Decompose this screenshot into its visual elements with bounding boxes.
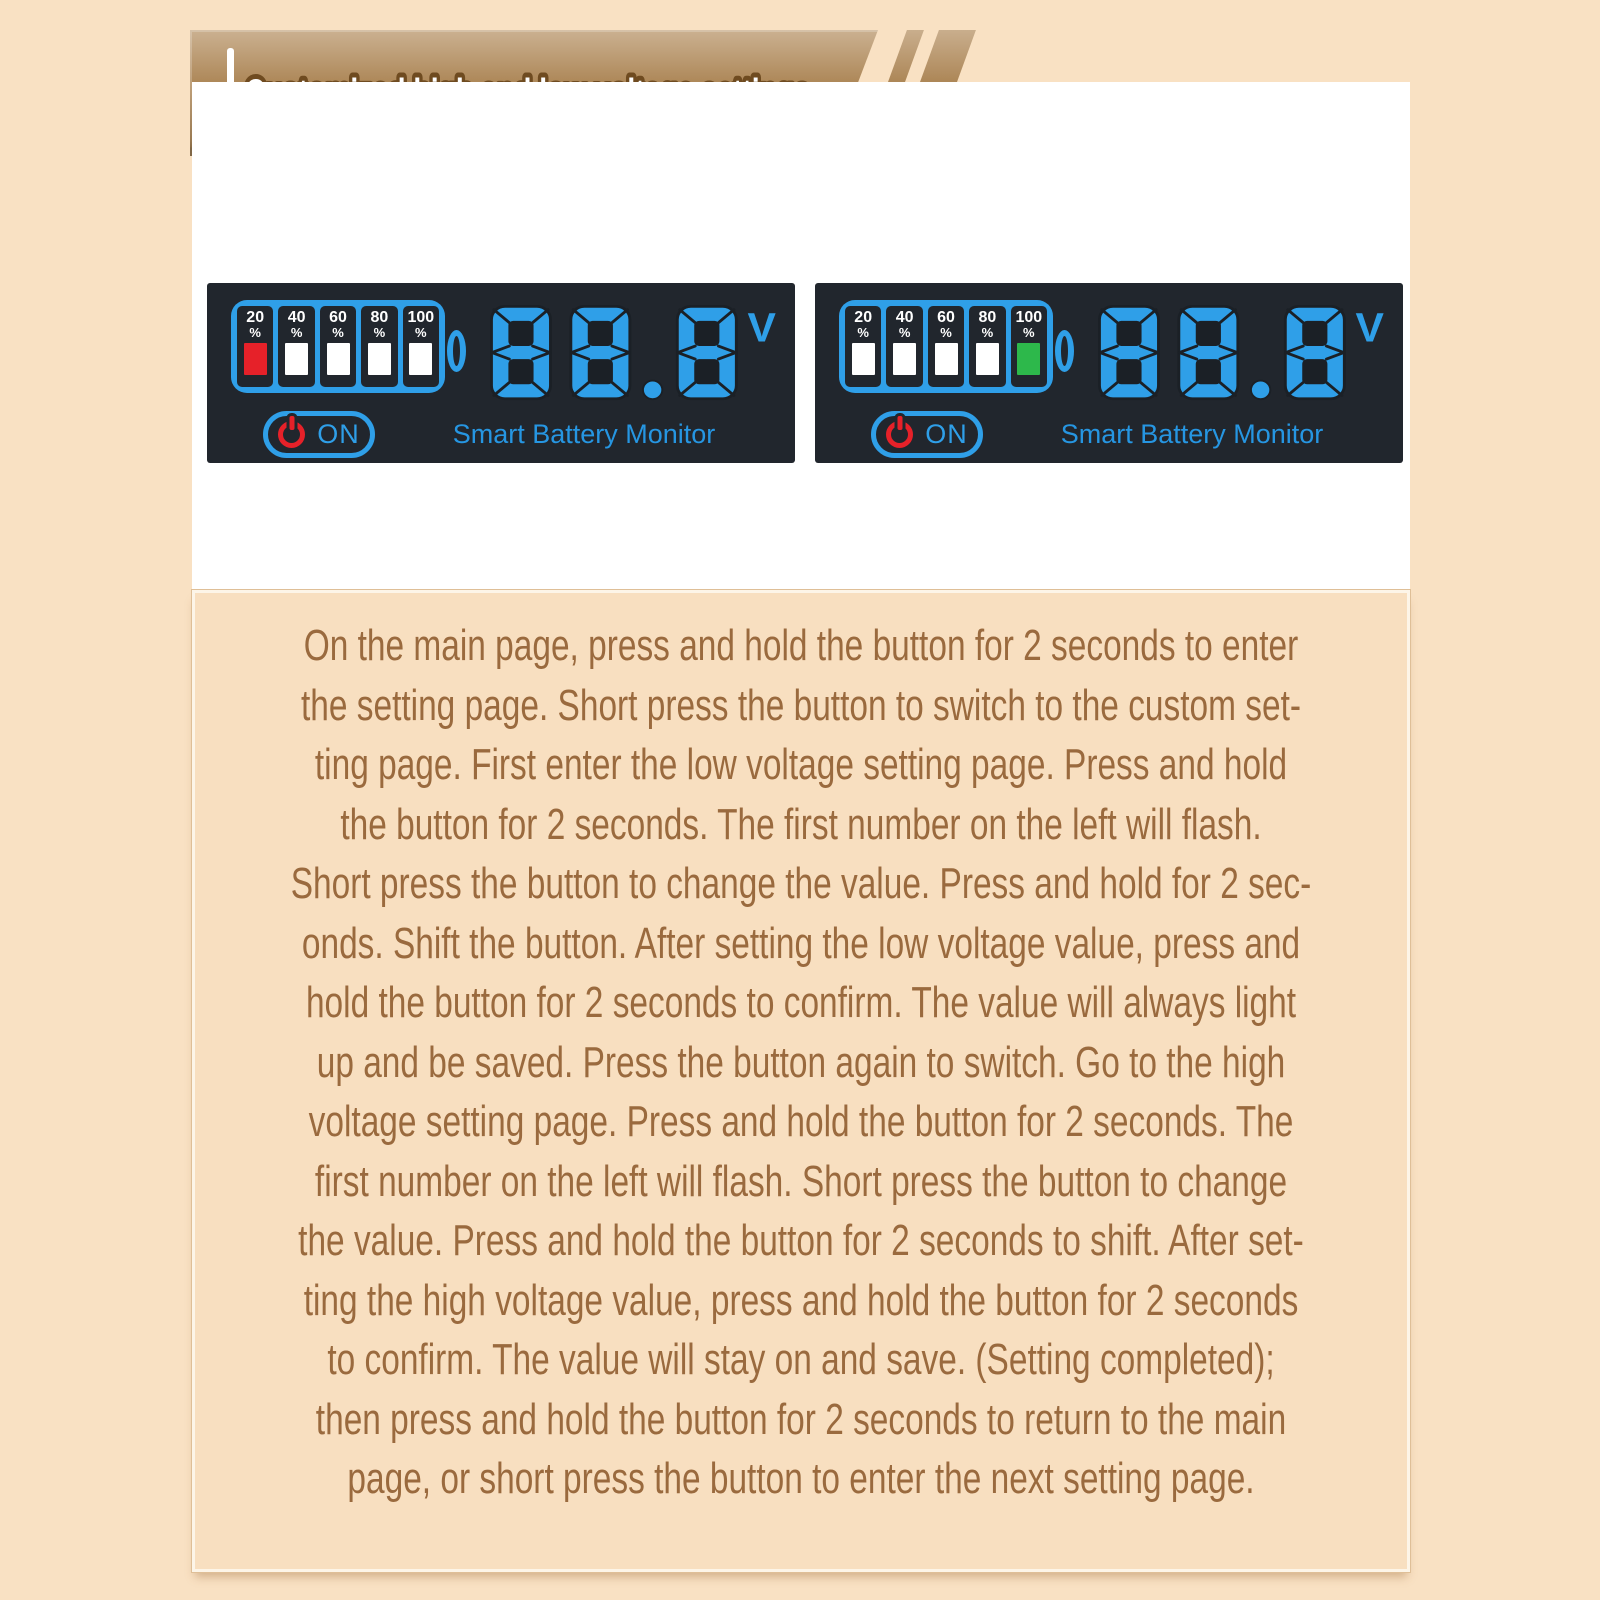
power-button [263,411,375,458]
instruction-line: then press and hold the button for 2 seconds to return to the main [315,1394,1287,1444]
instructions-panel [192,590,1410,1572]
battery-level-cell-80 [969,306,1005,387]
seven-segment-value [1098,305,1400,402]
power-icon [886,421,913,448]
instruction-line: ting the high voltage value, press and hold the button for 2 seconds [303,1275,1299,1325]
percent-symbol: % [290,325,303,340]
instruction-line: hold the button for 2 seconds to confirm. The value will always light [305,978,1297,1027]
level-bar [976,343,999,375]
level-bar [327,343,350,375]
battery-level-cell-100 [403,306,439,387]
seven-segment-value [490,305,792,402]
level-percent-label: 60 [937,309,955,326]
instruction-line: On the main page, press and hold the button for 2 seconds to enter [303,621,1299,670]
power-icon-tick [289,416,294,430]
percent-symbol: % [373,325,386,340]
content-area [192,82,1410,1572]
brand-text: Smart Battery Monitor [452,419,716,449]
percent-symbol: % [415,325,427,340]
power-icon [278,421,305,448]
battery-cap [1055,330,1074,372]
power-icon-tick [897,416,902,430]
level-percent-label: 40 [895,309,914,326]
voltage-unit: V [747,305,776,351]
level-percent-label: 100 [1015,309,1043,326]
decimal-point [643,381,662,400]
battery-gauge [839,300,1053,393]
battery-level-cell-60 [928,306,964,387]
percent-symbol: % [332,325,344,340]
display-row [207,283,1403,463]
percent-symbol: % [898,325,911,340]
instruction-line: the setting page. Short press the button to switch to the custom set- [300,680,1302,730]
brand-text: Smart Battery Monitor [1060,419,1324,449]
instruction-line: the button for 2 seconds. The first number on the left will flash. [340,799,1262,849]
percent-symbol: % [981,325,994,340]
level-percent-label: 40 [287,309,306,326]
level-percent-label: 20 [246,309,265,326]
instruction-line: up and be saved. Press the button again to switch. Go to the high [316,1037,1286,1087]
instructions-text [21,616,1581,1509]
battery-level-cell-40 [278,306,314,387]
power-button [871,411,983,458]
level-bar [1017,343,1040,375]
instruction-line: first number on the left will flash. Short press the button to change [314,1156,1288,1206]
level-bar [244,343,267,375]
decimal-point [1251,381,1270,400]
level-bar [893,343,916,375]
level-percent-label: 20 [854,309,873,326]
battery-cap [447,330,466,372]
battery-gauge [231,300,445,393]
on-label: ON [925,419,968,449]
level-percent-label: 80 [978,309,997,326]
level-bar [852,343,875,375]
level-percent-label: 80 [370,309,389,326]
instruction-line: the value. Press and hold the button for 2 seconds to shift. After set- [298,1216,1304,1265]
level-percent-label: 60 [329,309,347,326]
instruction-line: Short press the button to change the value. Press and hold for 2 sec- [290,859,1312,908]
instruction-line: to confirm. The value will stay on and save. (Setting completed); [327,1335,1275,1384]
instruction-line: ting page. First enter the low voltage setting page. Press and hold [314,740,1288,789]
percent-symbol: % [940,325,952,340]
battery-level-cell-20 [845,306,881,387]
instruction-line: voltage setting page. Press and hold the button for 2 seconds. The [308,1097,1294,1146]
instruction-line: page, or short press the button to enter the next setting page. [347,1454,1255,1503]
battery-monitor-display-high [815,283,1403,463]
battery-level-cell-100 [1011,306,1047,387]
level-percent-label: 100 [407,309,435,326]
on-label: ON [317,419,360,449]
level-bar [368,343,391,375]
battery-level-cell-60 [320,306,356,387]
level-bar [285,343,308,375]
battery-level-cell-20 [237,306,273,387]
battery-level-cell-40 [886,306,922,387]
battery-level-cell-80 [361,306,397,387]
level-bar [935,343,958,375]
percent-symbol: % [1023,325,1035,340]
percent-symbol: % [857,325,869,340]
battery-monitor-display-low [207,283,795,463]
percent-symbol: % [249,325,261,340]
level-bar [409,343,432,375]
voltage-unit: V [1355,305,1384,351]
instruction-line: onds. Shift the button. After setting the low voltage value, press and [301,918,1301,968]
